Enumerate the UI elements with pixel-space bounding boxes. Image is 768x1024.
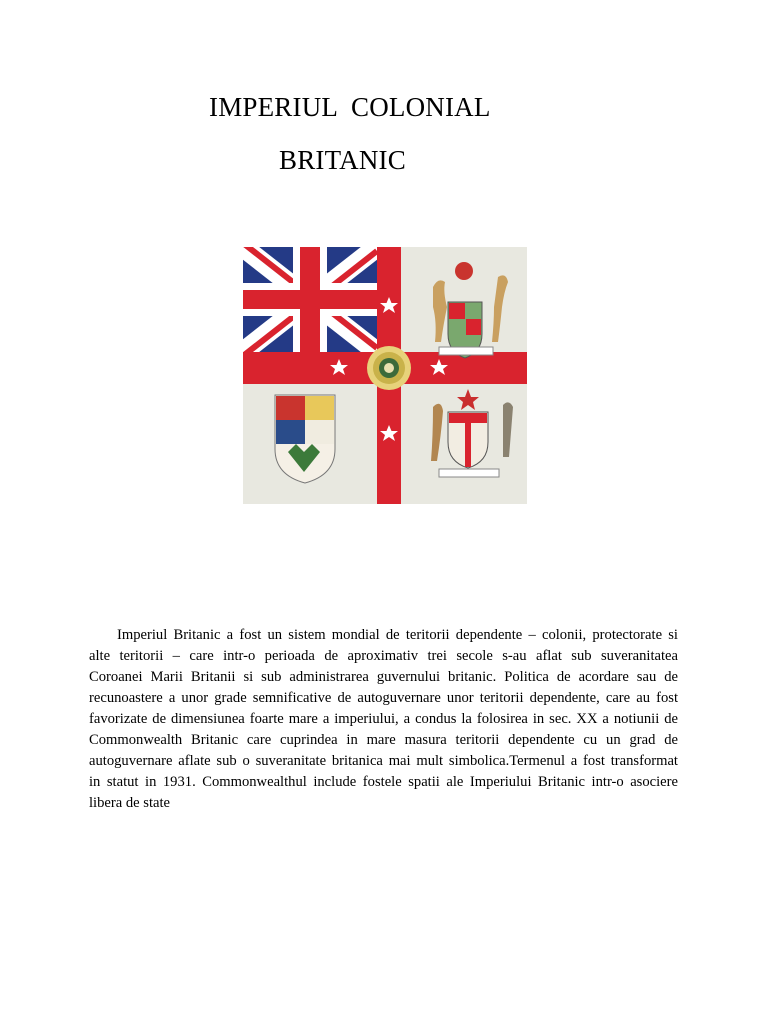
central-badge-icon	[367, 346, 411, 390]
flag-illustration	[243, 247, 527, 504]
paragraph-line: Commonwealth Britanic care cuprindea in mare masura teritorii dependente cu un grad de	[89, 732, 678, 748]
union-jack-canton	[243, 247, 377, 356]
paragraph-line: favorizate de dimensiunea foarte mare a imperiului, a condus la folosirea in sec. XX a notiunii de	[89, 711, 678, 727]
paragraph-line: Imperiul Britanic a fost un sistem mondial de teritorii dependente – colonii, protectorate si	[117, 627, 678, 643]
quartered-arms-icon	[275, 395, 335, 483]
flag-image	[243, 247, 527, 504]
paragraph-line: Coroanei Marii Britanii si sub administrarea guvernului britanic. Politica de acordare sau de	[89, 669, 678, 685]
body-paragraph	[89, 625, 678, 814]
paragraph-line: recunoastere a unor grade semnificative de autoguvernare unor teritorii dependente, care au fost	[89, 690, 678, 706]
paragraph-line: autoguvernare aflate sub o suveranitate britanica mai mult simbolica.Termenul a fost transformat	[89, 753, 678, 769]
paragraph-line: alte teritorii – care intr-o perioada de aproximativ trei secole s-au aflat sub suveranitatea	[89, 648, 678, 664]
paragraph-line: in statut in 1931. Commonwealthul include fostele spatii ale Imperiului Britanic intr-o asociere	[89, 774, 678, 790]
paragraph-line: libera de state	[89, 795, 171, 811]
